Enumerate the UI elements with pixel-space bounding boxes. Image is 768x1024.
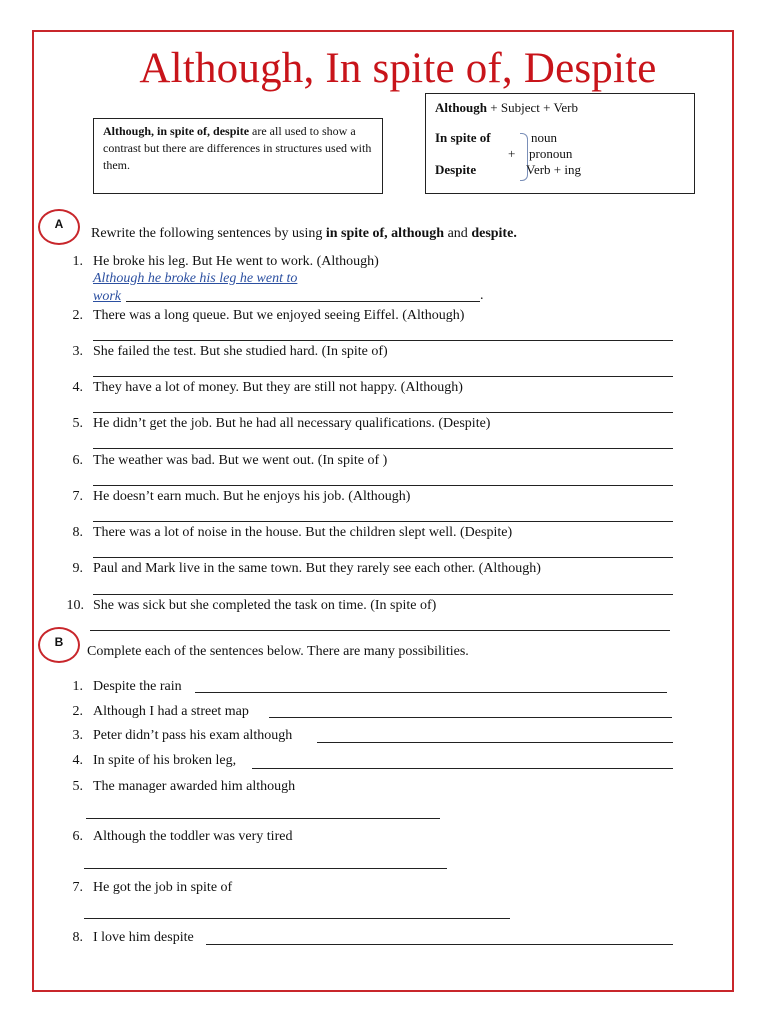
- answer-line[interactable]: [93, 448, 673, 449]
- question-text: There was a long queue. But we enjoyed seeing Eiffel. (Although): [93, 308, 465, 323]
- question-number: 7.: [72, 489, 83, 504]
- answer-line[interactable]: [252, 768, 673, 769]
- answer-line[interactable]: [206, 944, 673, 945]
- question-text: He doesn’t earn much. But he enjoys his job. (Although): [93, 489, 411, 504]
- item-prompt: In spite of his broken leg,: [93, 753, 237, 768]
- question-number: 4.: [72, 380, 83, 395]
- answer-line[interactable]: [93, 376, 673, 377]
- example-answer-line: [126, 301, 480, 302]
- item-number: 1.: [72, 679, 83, 694]
- answer-line[interactable]: [93, 412, 673, 413]
- section-b-badge: B: [38, 627, 80, 663]
- question-text: There was a lot of noise in the house. But the children slept well. (Despite): [93, 525, 513, 540]
- item-prompt: The manager awarded him although: [93, 779, 296, 794]
- item-number: 3.: [72, 728, 83, 743]
- question-text: They have a lot of money. But they are still not happy. (Although): [93, 380, 463, 395]
- question-text: He didn’t get the job. But he had all necessary qualifications. (Despite): [93, 416, 491, 431]
- question-text: He broke his leg. But He went to work. (Although): [93, 254, 379, 269]
- question-text: She was sick but she completed the task on time. (In spite of): [93, 598, 437, 613]
- example-answer: Although he broke his leg he went to work: [93, 271, 298, 304]
- question-text: The weather was bad. But we went out. (In spite of ): [93, 453, 388, 468]
- question-number: 10.: [66, 598, 84, 613]
- section-b-instruction: Complete each of the sentences below. There are many possibilities.: [87, 644, 469, 659]
- example-answer-end: .: [480, 288, 484, 303]
- answer-line[interactable]: [93, 557, 673, 558]
- item-prompt: Peter didn’t pass his exam although: [93, 728, 293, 743]
- item-number: 4.: [72, 753, 83, 768]
- structure-in-spite-of: In spite of: [435, 130, 491, 145]
- question-number: 9.: [72, 561, 83, 576]
- question-text: Paul and Mark live in the same town. But they rarely see each other. (Although): [93, 561, 541, 576]
- item-number: 6.: [72, 829, 83, 844]
- page-title: Although, In spite of, Despite: [139, 45, 657, 92]
- structure-box: [425, 93, 695, 194]
- structure-noun: noun: [531, 130, 557, 145]
- question-number: 5.: [72, 416, 83, 431]
- question-number: 6.: [72, 453, 83, 468]
- section-a-badge: A: [38, 209, 80, 245]
- question-text: She failed the test. But she studied hard. (In spite of): [93, 344, 388, 359]
- answer-line[interactable]: [90, 630, 670, 631]
- item-prompt: Although I had a street map: [93, 704, 249, 719]
- answer-line[interactable]: [93, 594, 673, 595]
- item-prompt: Despite the rain: [93, 679, 182, 694]
- structure-verb-ing: Verb + ing: [526, 162, 581, 177]
- answer-line[interactable]: [93, 485, 673, 486]
- answer-line[interactable]: [84, 868, 447, 869]
- item-prompt: Although the toddler was very tired: [93, 829, 293, 844]
- answer-line[interactable]: [195, 692, 667, 693]
- item-number: 7.: [72, 880, 83, 895]
- answer-line[interactable]: [93, 521, 673, 522]
- item-number: 5.: [72, 779, 83, 794]
- question-number: 8.: [72, 525, 83, 540]
- answer-line[interactable]: [93, 340, 673, 341]
- answer-line[interactable]: [86, 818, 440, 819]
- structure-plus: +: [508, 146, 516, 161]
- section-a-instruction: Rewrite the following sentences by using in spite of, although and despite.: [91, 226, 517, 241]
- item-number: 2.: [72, 704, 83, 719]
- question-number: 1.: [72, 254, 83, 269]
- answer-line[interactable]: [269, 717, 672, 718]
- structure-although: Although: [435, 100, 488, 115]
- structure-pronoun: pronoun: [529, 146, 573, 161]
- explanation-text: are all used to show a contrast but there are differences in structures used with them.: [103, 124, 372, 172]
- structure-despite: Despite: [435, 162, 477, 177]
- item-prompt: I love him despite: [93, 930, 194, 945]
- item-number: 8.: [72, 930, 83, 945]
- structure-although-rule: + Subject + Verb: [490, 100, 578, 115]
- explanation-box: [93, 118, 383, 194]
- question-number: 3.: [72, 344, 83, 359]
- question-number: 2.: [72, 308, 83, 323]
- item-prompt: He got the job in spite of: [93, 880, 233, 895]
- answer-line[interactable]: [84, 918, 510, 919]
- answer-line[interactable]: [317, 742, 673, 743]
- explanation-bold: Although, in spite of, despite: [103, 124, 250, 138]
